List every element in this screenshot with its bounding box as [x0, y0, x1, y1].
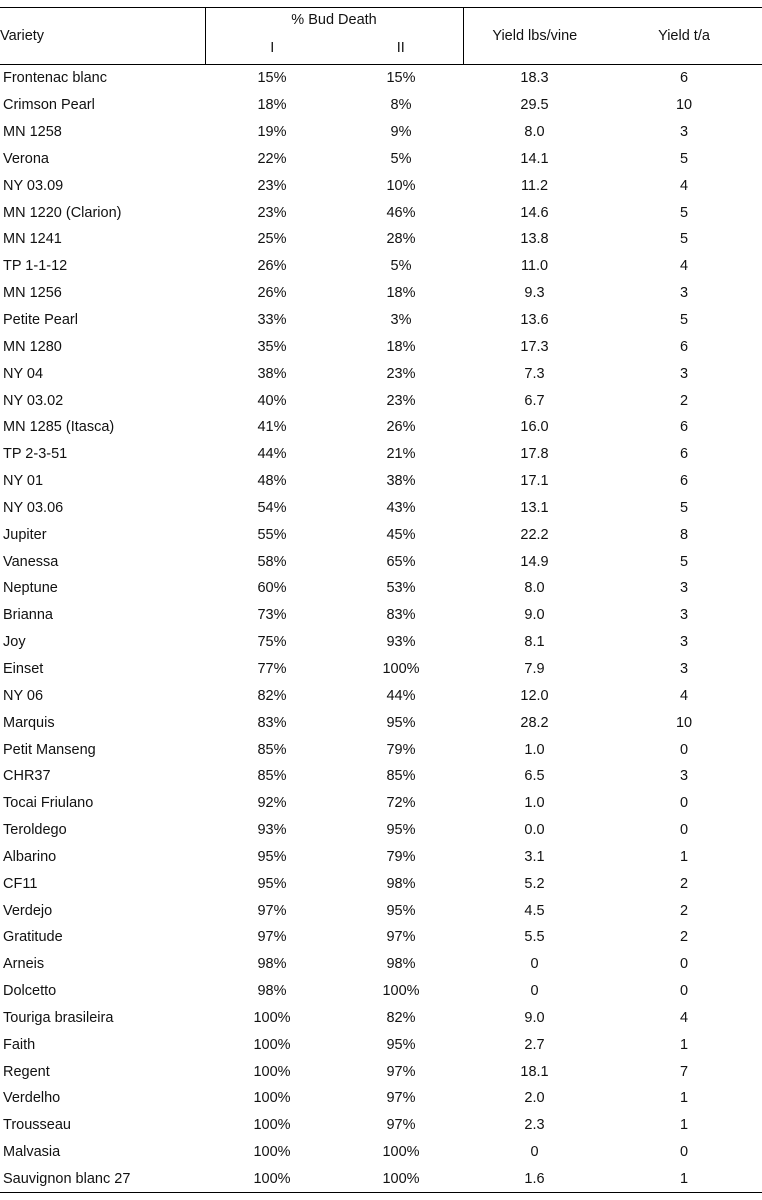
- bud-death-i-cell: 100%: [253, 1009, 291, 1026]
- variety-cell: Malvasia: [3, 1144, 61, 1161]
- table-row: [0, 682, 762, 709]
- yield-ta-cell: 3: [679, 768, 689, 785]
- yield-ta-cell: 3: [679, 365, 689, 382]
- variety-cell: MN 1258: [3, 124, 62, 141]
- bud-death-i-cell: 100%: [253, 1144, 291, 1161]
- variety-cell: Faith: [3, 1036, 36, 1053]
- table-row: [0, 951, 762, 978]
- yield-ta-cell: 8: [679, 526, 689, 543]
- variety-cell: Petite Pearl: [3, 312, 78, 329]
- table-row: [0, 978, 762, 1005]
- table-row: [0, 172, 762, 199]
- table-row: [0, 333, 762, 360]
- yield-lbs-cell: 13.6: [520, 312, 549, 329]
- table-row: [0, 307, 762, 334]
- yield-ta-cell: 5: [679, 150, 689, 167]
- bud-death-i-cell: 19%: [257, 124, 287, 141]
- variety-cell: Einset: [3, 660, 44, 677]
- bud-death-ii-cell: 46%: [386, 204, 416, 221]
- bud-death-ii-cell: 98%: [386, 956, 416, 973]
- variety-cell: MN 1280: [3, 338, 62, 355]
- table-row: [0, 414, 762, 441]
- bud-death-i-cell: 15%: [257, 70, 287, 87]
- bud-death-ii-cell: 97%: [386, 1063, 416, 1080]
- bud-death-ii-cell: 95%: [386, 1036, 416, 1053]
- table-row: [0, 656, 762, 683]
- variety-cell: NY 01: [3, 473, 44, 490]
- yield-ta-cell: 2: [679, 929, 689, 946]
- bud-death-ii-cell: 18%: [386, 285, 416, 302]
- bud-death-i-cell: 60%: [257, 580, 287, 597]
- yield-ta-cell: 6: [679, 419, 689, 436]
- yield-lbs-cell: 8.0: [524, 124, 545, 141]
- table-row: [0, 1031, 762, 1058]
- table-row: [0, 1112, 762, 1139]
- yield-lbs-cell: 7.9: [524, 660, 545, 677]
- bud-death-ii-cell: 26%: [386, 419, 416, 436]
- bud-death-i-cell: 44%: [257, 446, 287, 463]
- variety-cell: Jupiter: [3, 526, 47, 543]
- variety-cell: MN 1285 (Itasca): [3, 419, 115, 436]
- bud-death-i-cell: 41%: [257, 419, 287, 436]
- table-row: [0, 763, 762, 790]
- bud-death-i-cell: 100%: [253, 1117, 291, 1134]
- table-row: [0, 199, 762, 226]
- bud-death-i-cell: 23%: [257, 204, 287, 221]
- yield-lbs-cell: 2.0: [524, 1090, 545, 1107]
- variety-cell: TP 2-3-51: [3, 446, 68, 463]
- variety-cell: NY 04: [3, 365, 44, 382]
- table-row: [0, 1085, 762, 1112]
- table-row: [0, 92, 762, 119]
- variety-cell: Sauvignon blanc 27: [0, 1166, 205, 1193]
- bud-death-i-cell: 93%: [257, 822, 287, 839]
- yield-lbs-cell: 13.8: [520, 231, 549, 248]
- yield-lbs-cell: 17.3: [520, 338, 549, 355]
- bud-death-ii-cell: 8%: [390, 97, 412, 114]
- bud-death-ii-cell: 5%: [390, 258, 412, 275]
- bud-death-ii-cell: 95%: [386, 822, 416, 839]
- table-row: [0, 146, 762, 173]
- bud-death-ii-cell: 9%: [390, 124, 412, 141]
- bud-death-i-cell: 73%: [257, 607, 287, 624]
- yield-lbs-cell: 9.3: [524, 285, 545, 302]
- bud-death-i-cell: 58%: [257, 553, 287, 570]
- bud-death-ii-cell: 95%: [386, 714, 416, 731]
- bud-death-i-header: I: [205, 32, 339, 64]
- bud-death-ii-cell: 98%: [386, 875, 416, 892]
- bud-death-i-cell: 98%: [257, 983, 287, 1000]
- bud-death-i-cell: 77%: [257, 660, 287, 677]
- bud-death-i-cell: 54%: [257, 499, 287, 516]
- bud-death-ii-cell: 100%: [382, 660, 420, 677]
- yield-lbs-header: Yield lbs/vine: [463, 8, 606, 65]
- bud-death-ii-cell: 38%: [386, 473, 416, 490]
- yield-ta-cell: 3: [679, 634, 689, 651]
- bud-death-i-cell: 100%: [253, 1090, 291, 1107]
- table-row: [0, 521, 762, 548]
- bud-death-i-cell: 75%: [257, 634, 287, 651]
- yield-ta-cell: 1: [679, 1036, 689, 1053]
- bud-death-i-cell: 95%: [257, 875, 287, 892]
- variety-cell: Tocai Friulano: [3, 795, 94, 812]
- variety-cell: Verdejo: [3, 902, 53, 919]
- yield-lbs-cell: 11.0: [520, 258, 549, 275]
- yield-ta-cell: 4: [679, 177, 689, 194]
- bud-death-ii-cell: 5%: [390, 150, 412, 167]
- variety-cell: Verona: [3, 150, 49, 167]
- variety-cell: Arneis: [3, 956, 45, 973]
- bud-death-ii-cell: 100%: [382, 983, 420, 1000]
- bud-death-i-cell: 48%: [257, 473, 287, 490]
- yield-lbs-cell: 5.2: [524, 875, 545, 892]
- table-row: [0, 602, 762, 629]
- bud-death-i-cell: 98%: [257, 956, 287, 973]
- table-row: [0, 387, 762, 414]
- bud-death-i-cell: 100%: [253, 1036, 291, 1053]
- table-row: [0, 1166, 762, 1193]
- bud-death-i-cell: 83%: [257, 714, 287, 731]
- yield-lbs-cell: 0: [530, 956, 539, 973]
- yield-lbs-cell: 14.6: [520, 204, 549, 221]
- yield-ta-cell: 10: [675, 714, 693, 731]
- variety-cell: CHR37: [3, 768, 51, 785]
- yield-ta-cell: 5: [679, 553, 689, 570]
- table-header: [0, 8, 762, 65]
- yield-ta-cell: 1: [679, 1090, 689, 1107]
- yield-lbs-cell: 13.1: [520, 499, 549, 516]
- variety-cell: MN 1241: [3, 231, 62, 248]
- variety-cell: Marquis: [3, 714, 55, 731]
- bud-death-ii-cell: 65%: [386, 553, 416, 570]
- table-row: [0, 709, 762, 736]
- yield-ta-cell: 5: [679, 204, 689, 221]
- variety-cell: Neptune: [3, 580, 58, 597]
- variety-cell: Regent: [3, 1063, 50, 1080]
- table-row: [0, 226, 762, 253]
- yield-ta-cell: 6: [679, 338, 689, 355]
- yield-ta-cell: 6: [679, 446, 689, 463]
- variety-cell: Joy: [3, 634, 26, 651]
- yield-lbs-cell: 5.5: [524, 929, 545, 946]
- yield-ta-cell: 4: [679, 1009, 689, 1026]
- variety-cell: TP 1-1-12: [3, 258, 68, 275]
- yield-lbs-cell: 0: [530, 983, 539, 1000]
- table-row: [0, 790, 762, 817]
- table-row: [0, 575, 762, 602]
- variety-cell: NY 06: [3, 687, 44, 704]
- bud-death-ii-cell: 15%: [386, 70, 416, 87]
- variety-cell: NY 03.06: [3, 499, 64, 516]
- yield-ta-cell: 0: [679, 741, 689, 758]
- variety-cell: NY 03.02: [3, 392, 64, 409]
- yield-ta-cell: 2: [679, 875, 689, 892]
- yield-lbs-cell: 2.3: [524, 1117, 545, 1134]
- yield-lbs-cell: 11.2: [520, 177, 549, 194]
- yield-lbs-cell: 1.0: [524, 795, 545, 812]
- bud-death-i-cell: 97%: [257, 902, 287, 919]
- yield-lbs-cell: 18.1: [520, 1063, 549, 1080]
- variety-cell: Touriga brasileira: [3, 1009, 114, 1026]
- bud-death-ii-cell: 97%: [386, 929, 416, 946]
- bud-death-i-cell: 95%: [257, 848, 287, 865]
- yield-ta-cell: 0: [679, 822, 689, 839]
- yield-lbs-cell: 3.1: [524, 848, 545, 865]
- variety-cell: NY 03.09: [3, 177, 64, 194]
- yield-ta-cell: 3: [679, 660, 689, 677]
- variety-cell: Frontenac blanc: [3, 70, 107, 87]
- bud-death-ii-cell: 82%: [386, 1009, 416, 1026]
- variety-cell: Teroldego: [3, 822, 67, 839]
- bud-death-ii-cell: 93%: [386, 634, 416, 651]
- bud-death-ii-cell: 83%: [386, 607, 416, 624]
- bud-death-ii-cell: 85%: [386, 768, 416, 785]
- table-row: [0, 360, 762, 387]
- bud-death-i-cell: 40%: [257, 392, 287, 409]
- yield-ta-cell: 5: [679, 312, 689, 329]
- bud-death-i-cell: 26%: [257, 285, 287, 302]
- bud-death-ii-cell: 97%: [386, 1117, 416, 1134]
- yield-lbs-cell: 29.5: [520, 97, 549, 114]
- table-row: [0, 897, 762, 924]
- bud-death-ii-cell: 79%: [386, 848, 416, 865]
- yield-ta-cell: 1: [679, 1117, 689, 1134]
- bud-death-i-cell: 38%: [257, 365, 287, 382]
- bud-death-ii-cell: 10%: [386, 177, 416, 194]
- bud-death-i-cell: 23%: [257, 177, 287, 194]
- bud-death-i-cell: 18%: [257, 97, 287, 114]
- bud-death-i-cell: 25%: [257, 231, 287, 248]
- yield-ta-cell: 6: [679, 473, 689, 490]
- yield-ta-cell: 4: [679, 258, 689, 275]
- table-row: [0, 870, 762, 897]
- bud-death-i-cell: 22%: [257, 150, 287, 167]
- yield-ta-cell: 4: [679, 687, 689, 704]
- yield-lbs-cell: 7.3: [524, 365, 545, 382]
- bud-death-ii-cell: 97%: [386, 1090, 416, 1107]
- yield-lbs-cell: 0.0: [524, 822, 545, 839]
- bud-death-ii-cell: 100%: [339, 1166, 463, 1193]
- yield-lbs-cell: 4.5: [524, 902, 545, 919]
- bud-death-ii-cell: 43%: [386, 499, 416, 516]
- bud-death-i-cell: 100%: [205, 1166, 339, 1193]
- bud-death-ii-cell: 72%: [386, 795, 416, 812]
- bud-death-i-cell: 85%: [257, 741, 287, 758]
- table-row: [0, 280, 762, 307]
- variety-cell: Verdelho: [3, 1090, 61, 1107]
- bud-death-ii-cell: 21%: [386, 446, 416, 463]
- table-row: [0, 1005, 762, 1032]
- yield-lbs-cell: 18.3: [520, 70, 549, 87]
- yield-lbs-cell: 6.7: [524, 392, 545, 409]
- variety-cell: Crimson Pearl: [3, 97, 95, 114]
- variety-header: Variety: [0, 8, 205, 65]
- bud-death-ii-cell: 95%: [386, 902, 416, 919]
- variety-cell: CF11: [3, 875, 38, 892]
- table-row: [0, 843, 762, 870]
- yield-ta-cell: 3: [679, 285, 689, 302]
- variety-cell: Brianna: [3, 607, 53, 624]
- bud-death-i-cell: 100%: [253, 1063, 291, 1080]
- bud-death-ii-cell: 28%: [386, 231, 416, 248]
- yield-ta-cell: 0: [679, 1144, 689, 1161]
- yield-ta-cell: 3: [679, 580, 689, 597]
- variety-cell: Gratitude: [3, 929, 63, 946]
- bud-death-i-cell: 55%: [257, 526, 287, 543]
- bud-death-i-cell: 33%: [257, 312, 287, 329]
- bud-death-i-cell: 26%: [257, 258, 287, 275]
- bud-death-ii-cell: 45%: [386, 526, 416, 543]
- bud-death-ii-header: II: [339, 32, 463, 64]
- table-row: [0, 253, 762, 280]
- table-row: [0, 119, 762, 146]
- yield-lbs-cell: 12.0: [520, 687, 549, 704]
- bud-death-i-cell: 97%: [257, 929, 287, 946]
- bud-death-ii-cell: 79%: [386, 741, 416, 758]
- bud-death-ii-cell: 3%: [390, 312, 412, 329]
- bud-death-header: % Bud Death: [205, 8, 463, 33]
- table-row: [0, 495, 762, 522]
- yield-lbs-cell: 17.8: [520, 446, 549, 463]
- yield-lbs-cell: 8.1: [524, 634, 545, 651]
- yield-ta-cell: 6: [679, 70, 689, 87]
- yield-ta-cell: 0: [679, 795, 689, 812]
- yield-ta-cell: 2: [679, 902, 689, 919]
- bud-death-i-cell: 92%: [257, 795, 287, 812]
- yield-ta-cell: 3: [679, 124, 689, 141]
- yield-lbs-cell: 17.1: [520, 473, 549, 490]
- yield-ta-cell: 7: [679, 1063, 689, 1080]
- yield-lbs-cell: 0: [530, 1144, 539, 1161]
- yield-lbs-cell: 1.6: [463, 1166, 606, 1193]
- table-row: [0, 1058, 762, 1085]
- yield-lbs-cell: 28.2: [520, 714, 549, 731]
- bud-death-yield-table: [0, 7, 762, 1193]
- yield-lbs-cell: 2.7: [524, 1036, 545, 1053]
- table-row: [0, 736, 762, 763]
- table-row: [0, 817, 762, 844]
- yield-ta-cell: 2: [679, 392, 689, 409]
- yield-lbs-cell: 1.0: [524, 741, 545, 758]
- yield-lbs-cell: 22.2: [520, 526, 549, 543]
- table-row: [0, 441, 762, 468]
- variety-cell: Trousseau: [3, 1117, 71, 1134]
- yield-lbs-cell: 6.5: [524, 768, 545, 785]
- bud-death-i-cell: 85%: [257, 768, 287, 785]
- yield-ta-cell: 0: [679, 983, 689, 1000]
- table-row: [0, 1139, 762, 1166]
- bud-death-i-cell: 35%: [257, 338, 287, 355]
- yield-ta-cell: 0: [679, 956, 689, 973]
- yield-lbs-cell: 9.0: [524, 607, 545, 624]
- variety-cell: MN 1220 (Clarion): [3, 204, 122, 221]
- yield-ta-header: Yield t/a: [606, 8, 762, 65]
- variety-cell: Vanessa: [3, 553, 59, 570]
- variety-cell: Dolcetto: [3, 983, 57, 1000]
- table-row: [0, 548, 762, 575]
- yield-lbs-cell: 8.0: [524, 580, 545, 597]
- table-row: [0, 65, 762, 92]
- yield-ta-cell: 5: [679, 499, 689, 516]
- bud-death-ii-cell: 23%: [386, 365, 416, 382]
- table-row: [0, 468, 762, 495]
- variety-cell: Petit Manseng: [3, 741, 96, 758]
- variety-cell: Albarino: [3, 848, 57, 865]
- bud-death-i-cell: 82%: [257, 687, 287, 704]
- yield-lbs-cell: 14.1: [520, 150, 549, 167]
- yield-ta-cell: 1: [679, 848, 689, 865]
- yield-lbs-cell: 9.0: [524, 1009, 545, 1026]
- yield-ta-cell: 1: [606, 1166, 762, 1193]
- yield-lbs-cell: 16.0: [520, 419, 549, 436]
- bud-death-ii-cell: 44%: [386, 687, 416, 704]
- yield-lbs-cell: 14.9: [520, 553, 549, 570]
- bud-death-ii-cell: 53%: [386, 580, 416, 597]
- bud-death-ii-cell: 100%: [382, 1144, 420, 1161]
- variety-cell: MN 1256: [3, 285, 62, 302]
- bud-death-ii-cell: 23%: [386, 392, 416, 409]
- bud-death-ii-cell: 18%: [386, 338, 416, 355]
- table-row: [0, 629, 762, 656]
- yield-ta-cell: 3: [679, 607, 689, 624]
- yield-ta-cell: 5: [679, 231, 689, 248]
- table-body: [0, 65, 762, 1193]
- yield-ta-cell: 10: [675, 97, 693, 114]
- table-row: [0, 924, 762, 951]
